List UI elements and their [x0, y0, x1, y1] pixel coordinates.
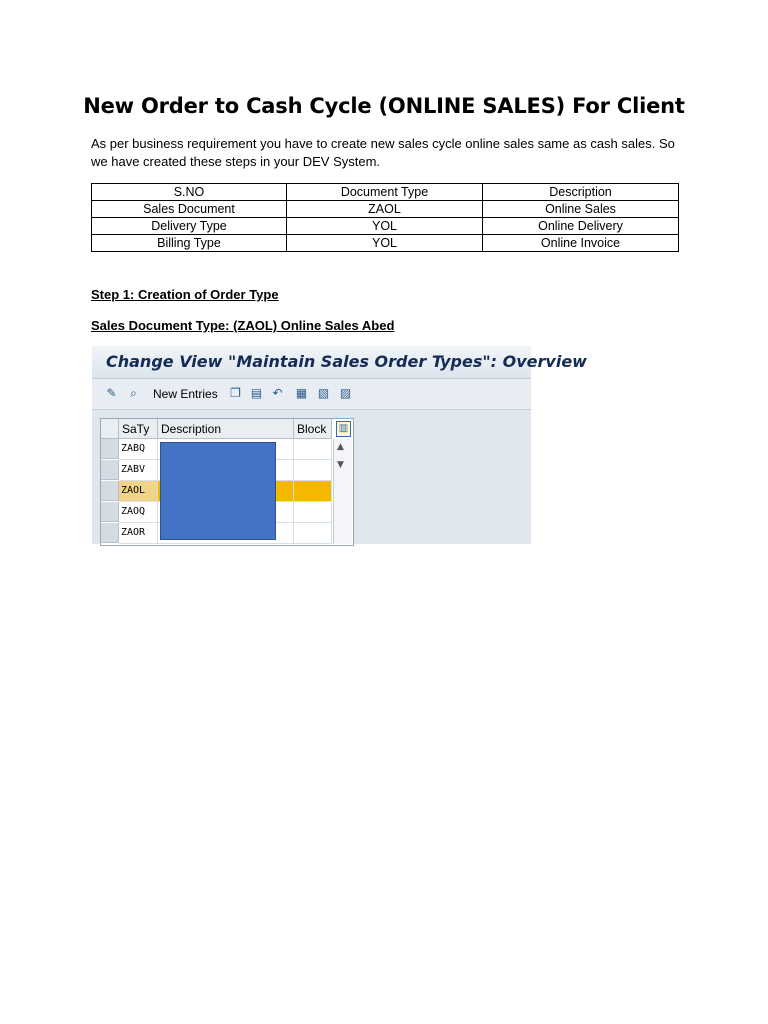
sap-toolbar [92, 379, 531, 410]
delete-icon[interactable]: ▤ [250, 386, 263, 400]
table-cell: Online Delivery [483, 218, 679, 235]
table-cell: YOL [287, 218, 483, 235]
sap-window-titlebar [92, 346, 587, 379]
scroll-down-icon[interactable]: ▼ [337, 460, 344, 470]
row-selector[interactable] [101, 502, 119, 522]
table-header-cell: Description [483, 184, 679, 201]
select-all-icon[interactable]: ▦ [295, 386, 308, 400]
table-header-row [92, 184, 679, 201]
table-cell: Billing Type [92, 235, 287, 252]
block-cell[interactable] [294, 460, 332, 481]
table-row [92, 218, 679, 235]
table-header-cell: S.NO [92, 184, 287, 201]
new-entries-button[interactable]: New Entries [153, 387, 218, 401]
column-header-description[interactable]: Description [158, 419, 294, 439]
block-cell[interactable] [294, 439, 332, 460]
table-row [92, 201, 679, 218]
select-block-icon[interactable]: ▧ [317, 386, 330, 400]
display-change-icon[interactable]: ✎ [106, 386, 117, 400]
table-cell: Delivery Type [92, 218, 287, 235]
find-icon[interactable]: ⌕ [130, 386, 137, 400]
table-row[interactable]: ZAOQ [119, 502, 158, 523]
row-selector[interactable] [101, 481, 119, 501]
row-selector[interactable] [101, 523, 119, 543]
row-selector[interactable] [101, 439, 119, 459]
undo-icon[interactable]: ↶ [272, 386, 283, 400]
document-type-table [91, 183, 679, 252]
table-row[interactable]: ZAOR [119, 523, 158, 544]
vertical-scrollbar[interactable] [333, 439, 352, 544]
table-cell: ZAOL [287, 201, 483, 218]
table-row[interactable]: ZABQ [119, 439, 158, 460]
row-selector-header[interactable] [101, 419, 119, 439]
block-cell[interactable] [294, 502, 332, 523]
table-cell: Online Sales [483, 201, 679, 218]
row-selector[interactable] [101, 460, 119, 480]
step-1-subheading: Sales Document Type: (ZAOL) Online Sales Abed [91, 318, 395, 333]
document-title: New Order to Cash Cycle (ONLINE SALES) For Client [83, 94, 685, 118]
sap-window-title: Change View "Maintain Sales Order Types": Overview [106, 352, 587, 371]
intro-paragraph: As per business requirement you have to create new sales cycle online sales same as cash sales. So we have created these steps in your DEV System. [91, 136, 675, 169]
table-row-selected[interactable]: ZAOL [119, 481, 158, 502]
column-header-block[interactable]: Block [294, 419, 332, 439]
copy-icon[interactable]: ❐ [230, 386, 241, 400]
table-row[interactable]: ZABV [119, 460, 158, 481]
column-header-saty[interactable]: SaTy [119, 419, 158, 439]
table-cell: Sales Document [92, 201, 287, 218]
redaction-box [160, 442, 276, 540]
table-header-cell: Document Type [287, 184, 483, 201]
table-cell: Online Invoice [483, 235, 679, 252]
block-cell-selected[interactable] [294, 481, 332, 502]
sap-screenshot [92, 346, 587, 544]
block-cell[interactable] [294, 523, 332, 544]
column-settings-icon[interactable]: ▥ [336, 421, 351, 437]
step-1-heading: Step 1: Creation of Order Type [91, 287, 279, 302]
scroll-up-icon[interactable]: ▲ [337, 442, 344, 452]
table-cell: YOL [287, 235, 483, 252]
table-row [92, 235, 679, 252]
deselect-all-icon[interactable]: ▨ [339, 386, 352, 400]
